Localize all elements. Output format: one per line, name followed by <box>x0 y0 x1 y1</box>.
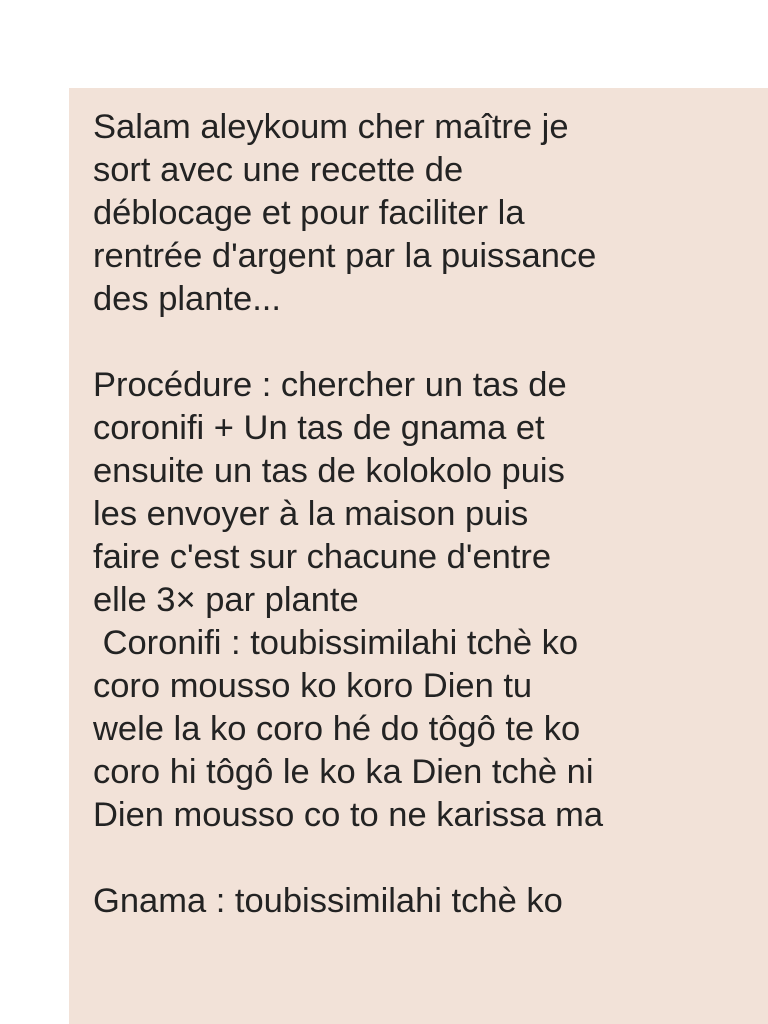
note-text: Salam aleykoum cher maître je sort avec une recette de déblocage et pour faciliter la rentrée d'argent par la puissance des plante... Procédure : chercher un tas de coronifi + Un tas de gnama et ensuite un tas de kolokolo puis les envoyer à la maison puis faire c'est sur chacune d'entre elle 3× par plante Coronifi : toubissimilahi tchè ko coro mousso ko koro Dien tu wele la ko coro hé do tôgô te ko coro hi tôgô le ko ka Dien tchè ni Dien mousso co to ne karissa ma Gnama : toubissimilahi tchè ko <box>93 108 604 920</box>
